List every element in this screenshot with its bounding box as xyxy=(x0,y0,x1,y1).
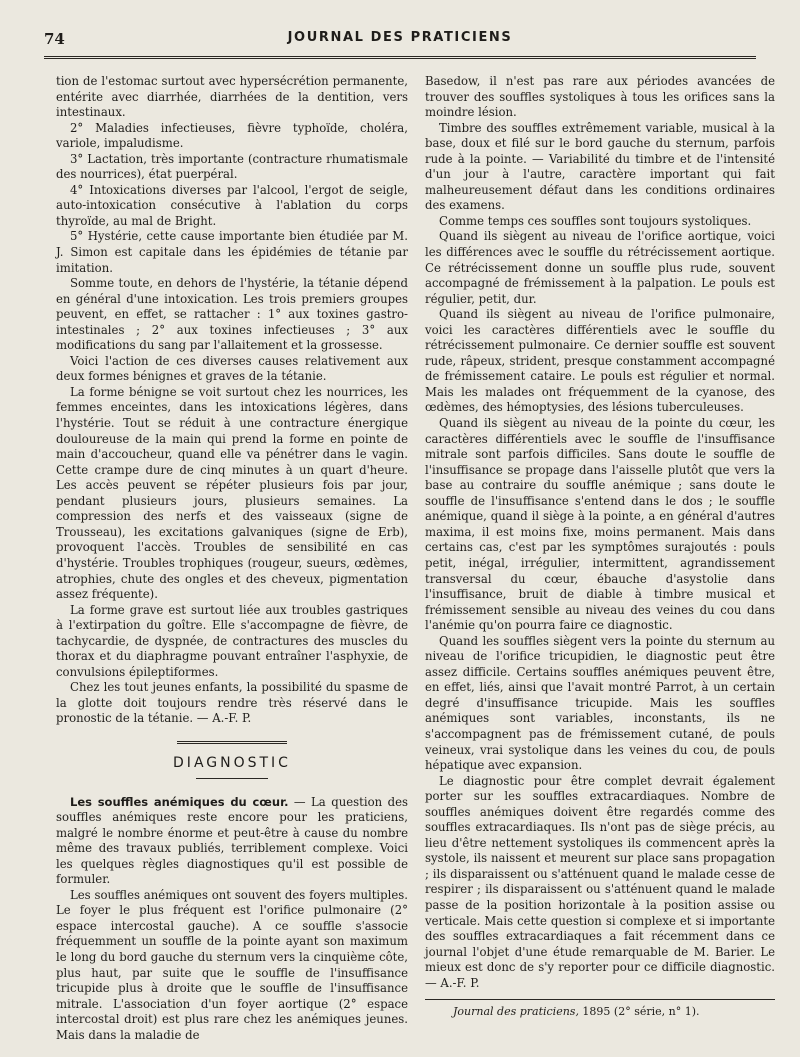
paragraph: Voici l'action de ces diverses causes relativement aux deux formes bénignes et graves de la tétanie. xyxy=(56,353,408,384)
article-lead-paragraph xyxy=(56,795,408,888)
footnote-rule xyxy=(425,999,775,1000)
paragraph: Quand ils siègent au niveau de l'orifice pulmonaire, voici les caractères différentiels avec le souffle du rétrécissement pulmonaire. Ce dernier souffle est souvent rude, râpeux, strident, presque constamment accompagné de frémissement cataire. Le pouls est régulier et normal. Mais les malades ont fréquemment de la cyanose, des œdèmes, des hémoptysies, des lésions tuberculeuses. xyxy=(425,307,775,415)
paragraph: 5° Hystérie, cette cause importante bien étudiée par M. J. Simon est capitale dans les épidémies de tétanie par imitation. xyxy=(56,229,408,275)
paragraph: La forme grave est surtout liée aux troubles gastriques à l'extirpation du goître. Elle s'accompagne de fièvre, de tachycardie, de dyspnée, de contractures des muscles du thorax et du diaphragme pouvant entraîner l'asphyxie, de convulsions épileptiformes. xyxy=(56,602,408,679)
paragraph: 4° Intoxications diverses par l'alcool, l'ergot de seigle, auto-intoxication consécutive à l'ablation du corps thyroïde, au mal de Bright. xyxy=(56,182,408,228)
paragraph: 3° Lactation, très importante (contracture rhumatismale des nourrices), état puerpéral. xyxy=(56,151,408,182)
paragraph: Comme temps ces souffles sont toujours systoliques. xyxy=(439,213,752,228)
paragraph: 2° Maladies infectieuses, fièvre typhoïde, choléra, variole, impaludisme. xyxy=(56,120,408,151)
section-title: DIAGNOSTIC xyxy=(173,754,291,771)
article-lead-text: — La question des souffles anémiques reste encore pour les praticiens, malgré le nombre énorme et peut-être à cause du nombre même des travaux publiés, terriblement complexe. Voici les quelques règles diagnostiques qu'il est possible de formuler. xyxy=(56,794,408,887)
section-separator xyxy=(177,741,287,744)
header-rule xyxy=(44,56,756,59)
paragraph: Quand ils siègent au niveau de l'orifice aortique, voici les différences avec le souffle du rétrécissement aortique. Ce rétrécissement donne un souffle plus rude, souvent accompagné de frémissement à la palpation. Le pouls est régulier, petit, dur. xyxy=(425,229,775,306)
footnote-journal: Journal des praticiens, xyxy=(453,1005,579,1019)
paragraph: Les souffles anémiques ont souvent des foyers multiples. Le foyer le plus fréquent est l'orifice pulmonaire (2° espace intercostal gauche). A ce souffle s'associe fréquemment un souffle de la pointe ayant son maximum le long du bord gauche du sternum vers la cinquième côte, plus haut, par suite que le souffle de l'insuffisance tricupide plus à droite que le souffle de l'insuffisance mitrale. L'association d'un foyer aortique (2° espace intercostal droit) est plus rare chez les anémiques jeunes. Mais dans la maladie de xyxy=(56,887,408,1042)
paragraph: Basedow, il n'est pas rare aux périodes avancées de trouver des souffles systoliques à tous les orifices sans la moindre lésion. xyxy=(425,74,775,120)
paragraph: Somme toute, en dehors de l'hystérie, la tétanie dépend en général d'une intoxication. Les trois premiers groupes peuvent, en effet, se rattacher : 1° aux toxines gastro-intestinales ; 2° aux toxines infectieuses ; 3° aux modifications du sang par l'allaitement et la grossesse. xyxy=(56,276,408,353)
paragraph: Quand les souffles siègent vers la pointe du sternum au niveau de l'orifice tricupidien, le diagnostic peut être assez difficile. Certains souffles anémiques peuvent être, en effet, liés, ainsi que l'avait montré Parrot, à un certain degré d'insuffisance tricupide. Mais les souffles anémiques sont variables, inconstants, ils ne s'accompagnent pas de frémissement cutané, de pouls veineux, vrai systolique dans les veines du cou, de pouls hépatique avec expansion. xyxy=(425,633,775,773)
right-column xyxy=(425,74,775,1020)
paragraph: Chez les tout jeunes enfants, la possibilité du spasme de la glotte doit toujours rendre très réservé dans le pronostic de la tétanie. — A.-F. P. xyxy=(56,680,408,726)
paragraph: La forme bénigne se voit surtout chez les nourrices, les femmes enceintes, dans les intoxications légères, dans l'hystérie. Tout se réduit à une contracture énergique douloureuse de la main qui prend la forme en pointe de main d'accoucheur, quand elle va pénétrer dans le vagin. Cette crampe dure de cinq minutes à un quart d'heure. Les accès peuvent se répéter plusieurs fois par jour, pendant plusieurs jours, plusieurs semaines. La compression des nerfs et des vaisseaux (signe de Trousseau), les excitations galvaniques (signe de Erb), provoquent l'accès. Troubles de sensibilité en cas d'hystérie. Troubles trophiques (rougeur, sueurs, œdèmes, atrophies, chute des ongles et des cheveux, pigmentation assez fréquente). xyxy=(56,384,408,602)
paragraph: Le diagnostic pour être complet devrait également porter sur les souffles extracardiaques. Nombre de souffles anémiques doivent être regardés comme des souffles extracardiaques. Ils n'ont pas de siège précis, au lieu d'être nettement systoliques ils commencent après la systole, ils naissent et meurent sur place sans propagation ; ils disparaissent ou s'atténuent quand le malade cesse de respirer ; ils disparaissent ou s'atténuent quand le malade passe de la position horizontale à la position assise ou verticale. Mais cette question si complexe et si importante des souffles extracardiaques a fait récemment dans ce journal l'objet d'une étude remarquable de M. Barier. Le mieux est donc de s'y reporter pour ce difficile diagnostic. — A.-F. P. xyxy=(425,773,775,990)
source-footnote xyxy=(425,1004,775,1020)
footnote-issue: 1895 (2° série, n° 1). xyxy=(578,1005,700,1019)
paragraph: Timbre des souffles extrêmement variable, musical à la base, doux et filé sur le bord gauche du sternum, parfois rude à la pointe. — Variabilité du timbre et de l'intensité d'un jour à l'autre, caractère important qui fait malheureusement défaut dans les conditions ordinaires des examens. xyxy=(425,120,775,213)
section-title-rule xyxy=(196,778,268,779)
page-number: 74 xyxy=(44,30,65,48)
page-header xyxy=(44,26,756,56)
paragraph: tion de l'estomac surtout avec hypersécrétion permanente, entérite avec diarrhée, diarrhées de la dentition, vers intestinaux. xyxy=(56,74,408,120)
left-column xyxy=(56,74,408,1043)
paragraph: Quand ils siègent au niveau de la pointe du cœur, les caractères différentiels avec le souffle de l'insuffisance mitrale sont parfois difficiles. Sans doute le souffle de l'insuffisance se propage dans l'aisselle plutôt que vers la base au contraire du souffle anémique ; sans doute le souffle de l'insuffisance s'entend dans le dos ; le souffle anémique, quand il siège à la pointe, a en général d'autres maxima, il est moins fixe, moins permanent. Mais dans certains cas, c'est par les symptômes surajoutés : pouls petit, inégal, irrégulier, intermittent, agrandissement transversal du cœur, ébauche d'asystolie dans l'insuffisance, bruit de diable à timbre musical et frémissement sensible au niveau des veines du cou dans l'anémie qu'on pourra faire ce diagnostic. xyxy=(425,416,775,633)
running-title: JOURNAL DES PRATICIENS xyxy=(287,30,513,45)
article-title: Les souffles anémiques du cœur. xyxy=(70,794,289,809)
